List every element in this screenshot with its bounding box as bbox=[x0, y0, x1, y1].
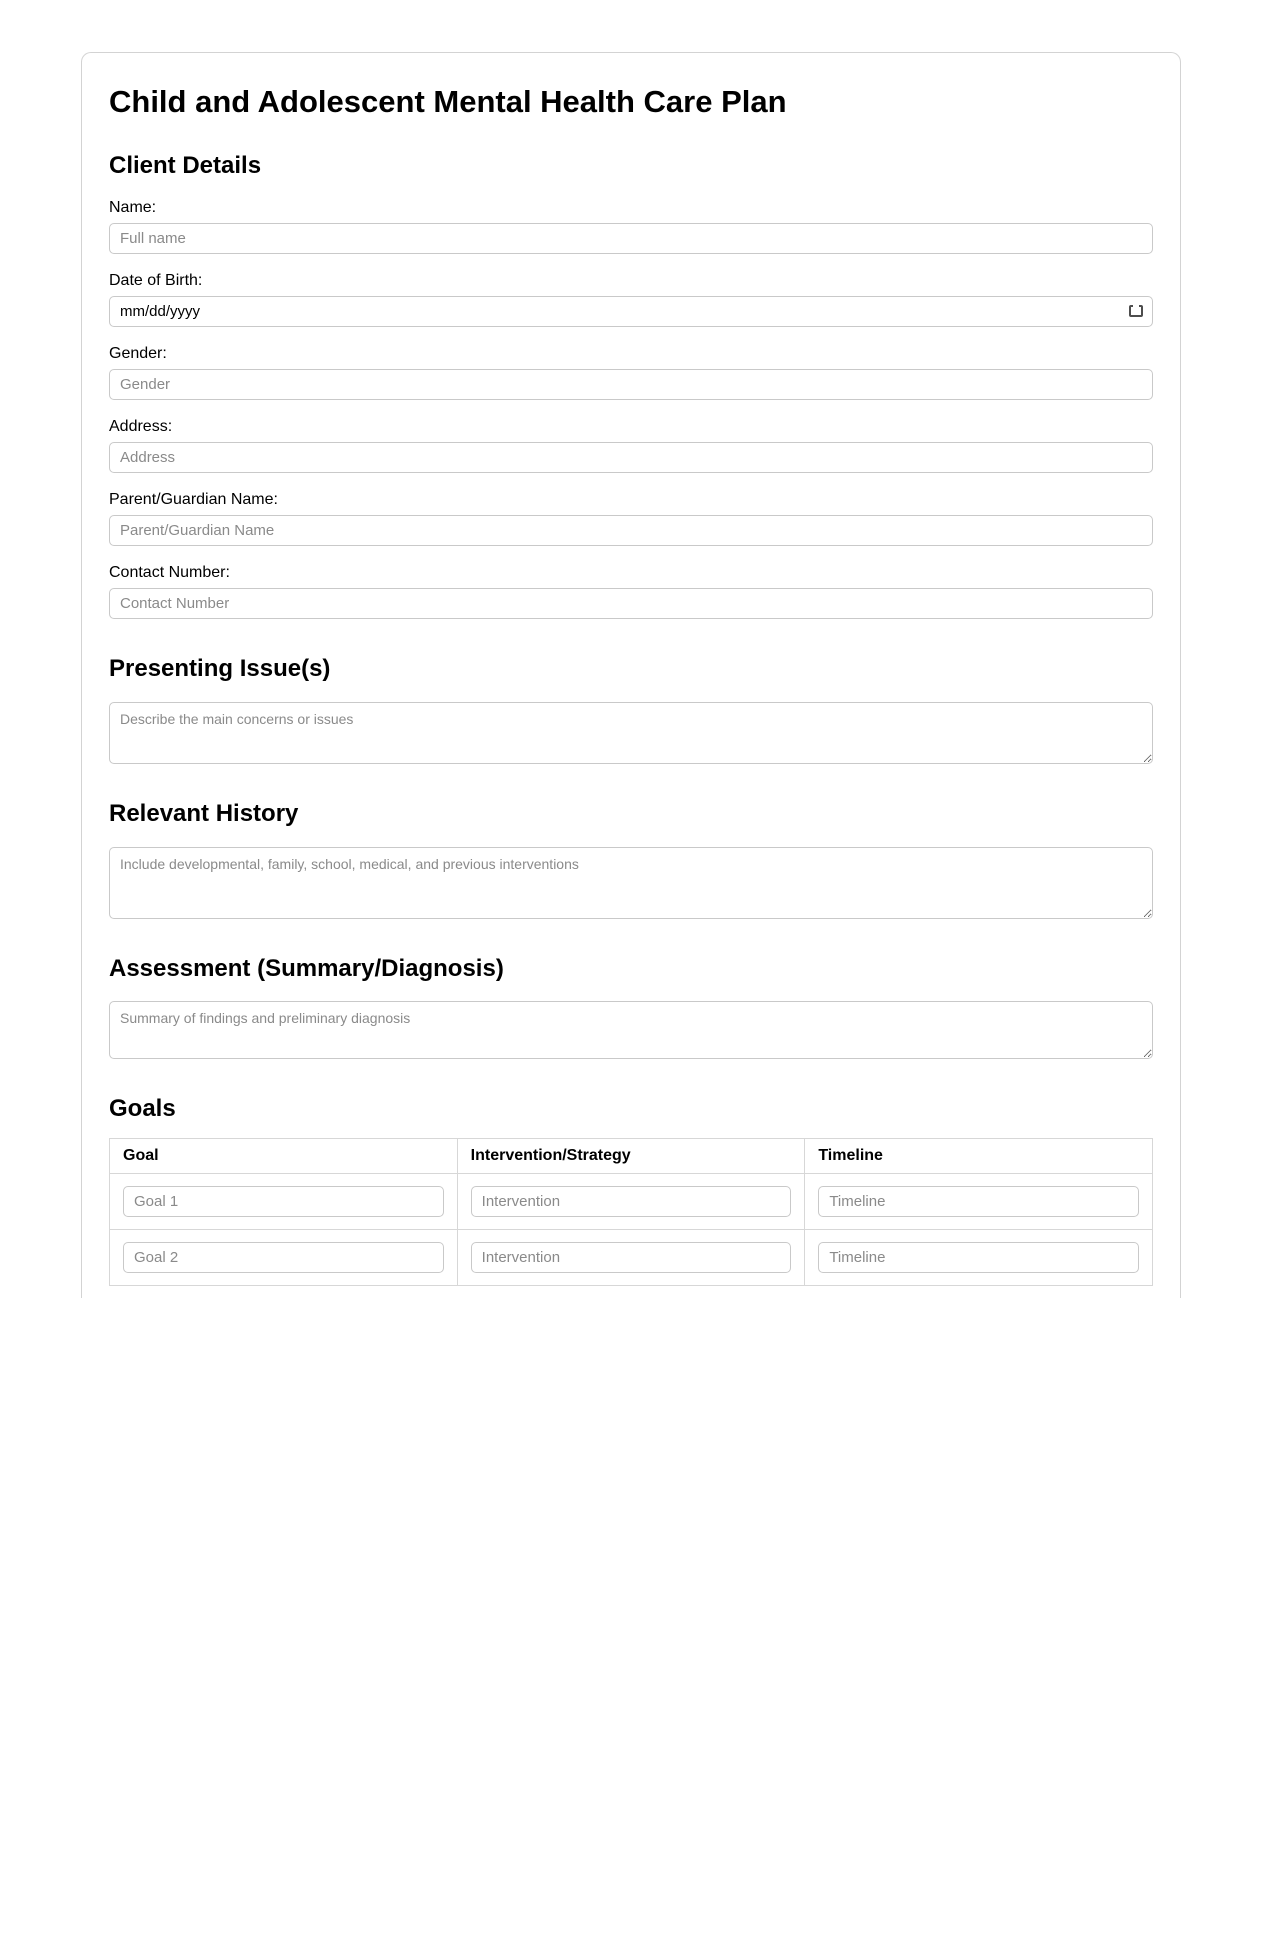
goals-row-2 bbox=[110, 1230, 1153, 1286]
timeline-2-input[interactable] bbox=[818, 1242, 1139, 1273]
assessment-textarea[interactable] bbox=[109, 1001, 1153, 1059]
field-gender bbox=[109, 345, 1153, 400]
address-label: Address: bbox=[109, 417, 173, 435]
timeline-2-cell bbox=[805, 1230, 1153, 1286]
gender-label: Gender: bbox=[109, 344, 167, 362]
goals-row-1 bbox=[110, 1174, 1153, 1230]
contact-number-input[interactable] bbox=[109, 588, 1153, 619]
goals-table bbox=[109, 1138, 1153, 1286]
timeline-1-input[interactable] bbox=[818, 1186, 1139, 1217]
section-heading-client-details: Client Details bbox=[109, 152, 262, 180]
timeline-1-cell bbox=[805, 1174, 1153, 1230]
guardian-name-input[interactable] bbox=[109, 515, 1153, 546]
goal-2-cell bbox=[110, 1230, 458, 1286]
name-label: Name: bbox=[109, 198, 157, 216]
calendar-icon[interactable] bbox=[1129, 305, 1143, 317]
name-input[interactable] bbox=[109, 223, 1153, 254]
contact-number-label: Contact Number: bbox=[109, 563, 230, 581]
field-address bbox=[109, 418, 1153, 473]
goal-1-input[interactable] bbox=[123, 1186, 444, 1217]
section-heading-presenting-issues: Presenting Issue(s) bbox=[109, 654, 331, 682]
guardian-name-label: Parent/Guardian Name: bbox=[109, 490, 278, 508]
field-date-of-birth bbox=[109, 272, 1153, 327]
section-heading-goals: Goals bbox=[109, 1095, 176, 1123]
goal-2-input[interactable] bbox=[123, 1242, 444, 1273]
field-name bbox=[109, 199, 1153, 254]
intervention-2-input[interactable] bbox=[471, 1242, 792, 1273]
page-title: Child and Adolescent Mental Health Care Plan bbox=[109, 84, 787, 119]
goal-1-cell bbox=[110, 1174, 458, 1230]
relevant-history-textarea[interactable] bbox=[109, 847, 1153, 919]
intervention-1-cell bbox=[457, 1174, 805, 1230]
goals-header-row bbox=[110, 1139, 1153, 1174]
date-of-birth-input[interactable] bbox=[109, 296, 1153, 327]
care-plan-form-card bbox=[81, 52, 1181, 1298]
address-input[interactable] bbox=[109, 442, 1153, 473]
field-contact-number bbox=[109, 564, 1153, 619]
date-of-birth-label: Date of Birth: bbox=[109, 271, 203, 289]
gender-input[interactable] bbox=[109, 369, 1153, 400]
goals-column-header-goal: Goal bbox=[110, 1139, 458, 1174]
presenting-issues-textarea[interactable] bbox=[109, 702, 1153, 764]
section-heading-relevant-history: Relevant History bbox=[109, 799, 299, 827]
goals-column-header-intervention: Intervention/Strategy bbox=[457, 1139, 805, 1174]
intervention-2-cell bbox=[457, 1230, 805, 1286]
date-of-birth-field bbox=[109, 296, 1153, 327]
goals-column-header-timeline: Timeline bbox=[805, 1139, 1153, 1174]
section-heading-assessment: Assessment (Summary/Diagnosis) bbox=[109, 954, 504, 982]
intervention-1-input[interactable] bbox=[471, 1186, 792, 1217]
field-guardian-name bbox=[109, 491, 1153, 546]
